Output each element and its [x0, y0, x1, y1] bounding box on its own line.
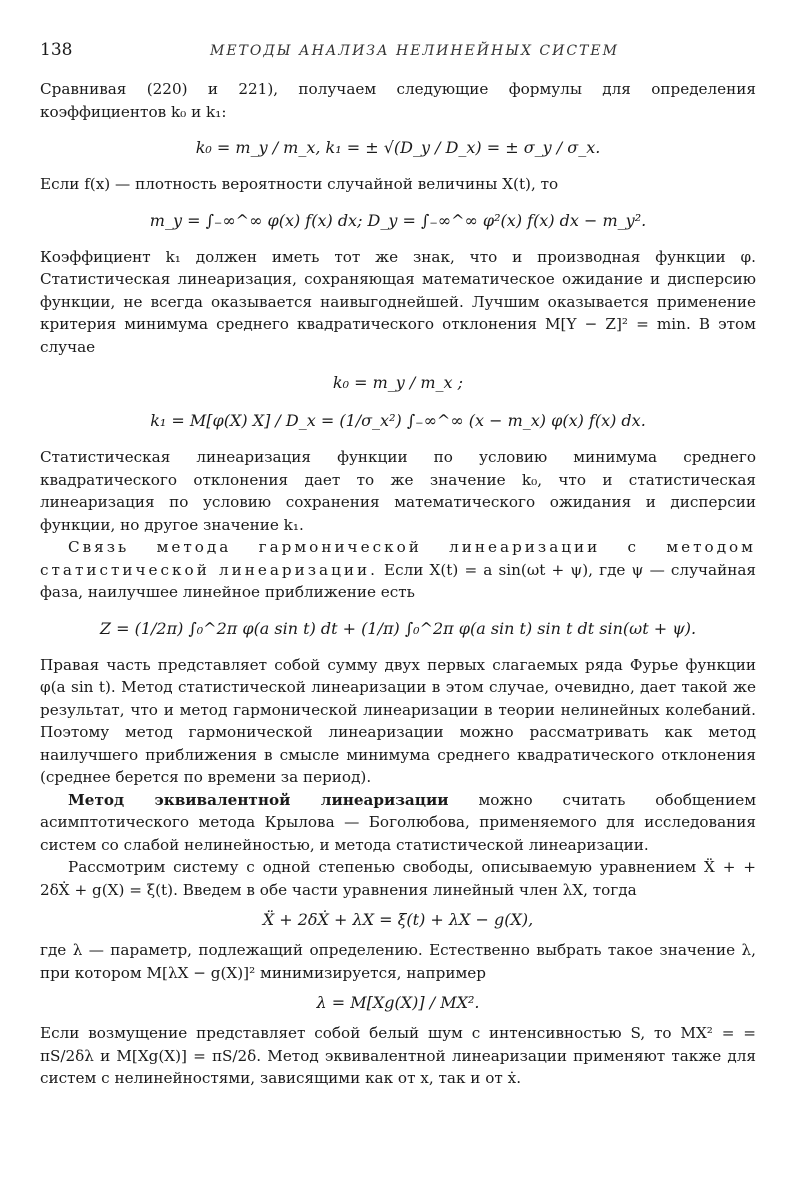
page-number: 138 — [40, 40, 73, 60]
section-heading-equivalent: Метод эквивалентной линеаризации — [68, 790, 449, 809]
paragraph-1: Сравнивая (220) и 221), получаем следующие формулы для определения коэффициентов k₀ и k₁: — [40, 80, 756, 121]
paragraph-10: Если возмущение представляет собой белый шум с интенсивностью S, то MX² = = πS/2δλ и M[Xg(X)] = πS/2δ. Метод эквивалентной линеаризации применяют также для систем с нелинейностями, зависящими как от x, так и от ẋ. — [40, 1024, 756, 1087]
page-header — [40, 40, 756, 60]
paragraph-8: Рассмотрим систему с одной степенью свободы, описываемую уравнением Ẍ + + 2δẊ + g(X) = ξ(t). Введем в обе части уравнения линейный член λX, тогда — [40, 858, 756, 899]
paragraph-5-text: Если X(t) = a sin(ωt + ψ), где ψ — случайная фаза, наилучшее линейное приближение есть — [40, 560, 756, 601]
equation-7: λ = M[Xg(X)] / MX². — [316, 993, 480, 1012]
equation-3: k₀ = m_y / m_x ; — [332, 373, 464, 392]
book-page — [40, 40, 756, 1090]
equation-4: k₁ = M[φ(X) X] / D_x = (1/σ_x²) ∫₋∞^∞ (x − m_x) φ(x) f(x) dx. — [150, 411, 646, 430]
section-heading-harmonic: Связь метода гармонической линеаризации с методом статистической линеаризации. — [40, 538, 756, 579]
paragraph-7-text: можно считать обобщением асимптотического метода Крылова — Боголюбова, применяемого для исследования систем со слабой нелинейностью, и метода статистической линеаризации. — [40, 790, 757, 854]
paragraph-5 — [40, 536, 756, 604]
paragraph-6: Правая часть представляет собой сумму двух первых слагаемых ряда Фурье функции φ(a sin t). Метод статистической линеаризации в этом случае, очевидно, дает такой же результат, что и метод гармонической линеаризации в теории нелинейных колебаний. Поэтому метод гармонической линеаризации можно рассматривать как метод наилучшего приближения в смысле минимума среднего квадратического отклонения (среднее берется по времени за период). — [40, 655, 756, 786]
paragraph-3: Коэффициент k₁ должен иметь тот же знак, что и производная функции φ. Статистическая линеаризация, сохраняющая математическое ожидание и дисперсию функции, не всегда оказывается наивыгоднейшей. Лучшим оказывается применение критерия минимума среднего квадратического отклонения M[Y − Z]² = min. В этом случае — [40, 247, 756, 356]
paragraph-2: Если f(x) — плотность вероятности случайной величины X(t), то — [40, 175, 559, 193]
equation-1: k₀ = m_y / m_x, k₁ = ± √(D_y / D_x) = ± σ_y / σ_x. — [195, 138, 601, 157]
equation-2: m_y = ∫₋∞^∞ φ(x) f(x) dx; D_y = ∫₋∞^∞ φ²(x) f(x) dx − m_y². — [149, 210, 647, 230]
running-head: МЕТОДЫ АНАЛИЗА НЕЛИНЕЙНЫХ СИСТЕМ — [210, 43, 619, 59]
paragraph-4: Статистическая линеаризация функции по условию минимума среднего квадратического отклонения дает то же значение k₀, что и статистическая линеаризация по условию сохранения математического ожидания и дисперсии функции, но другое значение k₁. — [40, 448, 756, 534]
equation-5: Z = (1/2π) ∫₀^2π φ(a sin t) dt + (1/π) ∫₀^2π φ(a sin t) sin t dt sin(ωt + ψ). — [99, 618, 697, 638]
paragraph-7 — [40, 789, 756, 857]
equation-6: Ẍ + 2δẊ + λX = ξ(t) + λX − g(X), — [262, 910, 534, 929]
paragraph-9: где λ — параметр, подлежащий определению. Естественно выбрать такое значение λ, при котором M[λX − g(X)]² минимизируется, например — [40, 941, 756, 982]
